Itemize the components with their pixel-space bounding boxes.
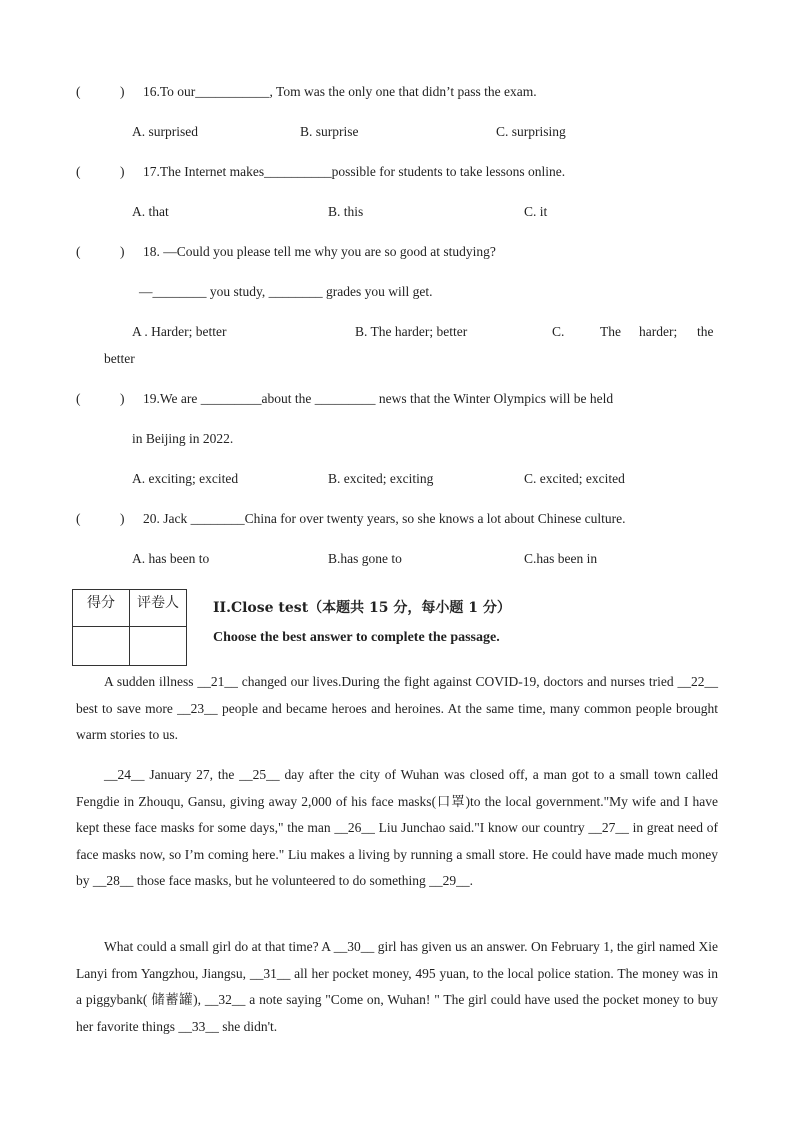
- answer-paren-open: (: [76, 84, 81, 99]
- answer-paren-open: (: [76, 511, 81, 526]
- question-17-option-c: C. it: [524, 204, 548, 219]
- answer-paren-open: (: [76, 391, 81, 406]
- question-17-text: 17.The Internet makes__________possible for students to take lessons online.: [143, 164, 566, 179]
- score-table: [72, 589, 187, 666]
- section-instruction: Choose the best answer to complete the passage.: [213, 630, 500, 645]
- question-17-option-a: A. that: [132, 204, 169, 219]
- passage-paragraph-2: __24__ January 27, the __25__ day after the city of Wuhan was closed off, a man got to a small town called Fengdie in Zhouqu, Gansu, giving away 2,000 of his face masks(口罩)to the local government."My wife and I have kept these face masks for some days," the man __26__ Liu Junchao said."I know our country __27__ in great need of face masks now, so I’m coming here." Liu makes a living by running a small store. He could have made much money by __28__ those face masks, but he volunteered to do something __29__.: [76, 767, 718, 888]
- question-16-text: 16.To our___________, Tom was the only one that didn’t pass the exam.: [143, 84, 537, 99]
- answer-paren-close: ): [120, 244, 125, 259]
- score-cell[interactable]: [73, 627, 130, 666]
- answer-paren-open: (: [76, 244, 81, 259]
- question-20-option-a: A. has been to: [132, 551, 210, 566]
- question-19-option-b: B. excited; exciting: [328, 471, 434, 486]
- answer-paren-open: (: [76, 164, 81, 179]
- score-header: 得分: [73, 590, 130, 627]
- question-18-option-c-word2: harder;: [639, 324, 678, 339]
- passage-paragraph-3: What could a small girl do at that time? A __30__ girl has given us an answer. On February 1, the girl named Xie Lanyi from Yangzhou, Jiangsu, __31__ all her pocket money, 495 yuan, to the local police station. The money was in a piggybank( 储蓄罐), __32__ a note saying "Come on, Wuhan! " The girl could have used the pocket money to buy her favorite things __33__ she didn't.: [76, 939, 718, 1034]
- question-19-line2: in Beijing in 2022.: [132, 431, 234, 446]
- question-18-option-c-word1: The: [600, 324, 621, 339]
- question-19-text: 19.We are _________about the _________ news that the Winter Olympics will be held: [143, 391, 614, 406]
- question-20-option-b: B.has gone to: [328, 551, 402, 566]
- grader-cell[interactable]: [130, 627, 187, 666]
- question-18-option-a: A . Harder; better: [132, 324, 227, 339]
- question-18-option-c: C.: [552, 324, 565, 339]
- question-17-option-b: B. this: [328, 204, 364, 219]
- answer-paren-close: ): [120, 84, 125, 99]
- question-16-option-b: B. surprise: [300, 124, 359, 139]
- question-18-line2: —________ you study, ________ grades you will get.: [139, 284, 433, 299]
- answer-paren-close: ): [120, 391, 125, 406]
- question-16-option-c: C. surprising: [496, 124, 566, 139]
- answer-paren-close: ): [120, 164, 125, 179]
- question-20-text: 20. Jack ________China for over twenty years, so she knows a lot about Chinese culture.: [143, 511, 626, 526]
- grader-header: 评卷人: [130, 590, 187, 627]
- passage-paragraph-1: A sudden illness __21__ changed our lives.During the fight against COVID-19, doctors and nurses tried __22__ best to save more __23__ people and became heroes and heroines. At the same time, many common people brought warm stories to us.: [76, 674, 718, 742]
- question-19-option-c: C. excited; excited: [524, 471, 625, 486]
- question-20-option-c: C.has been in: [524, 551, 598, 566]
- answer-paren-close: ): [120, 511, 125, 526]
- question-18-option-c-wrap: better: [104, 351, 135, 366]
- question-19-option-a: A. exciting; excited: [132, 471, 239, 486]
- question-18-option-b: B. The harder; better: [355, 324, 468, 339]
- question-18-option-c-word3: the: [697, 324, 714, 339]
- question-16-option-a: A. surprised: [132, 124, 198, 139]
- section-title: II.Close test（本题共 15 分，每小题 1 分）: [213, 600, 511, 616]
- question-18-text: 18. —Could you please tell me why you are so good at studying?: [143, 244, 496, 259]
